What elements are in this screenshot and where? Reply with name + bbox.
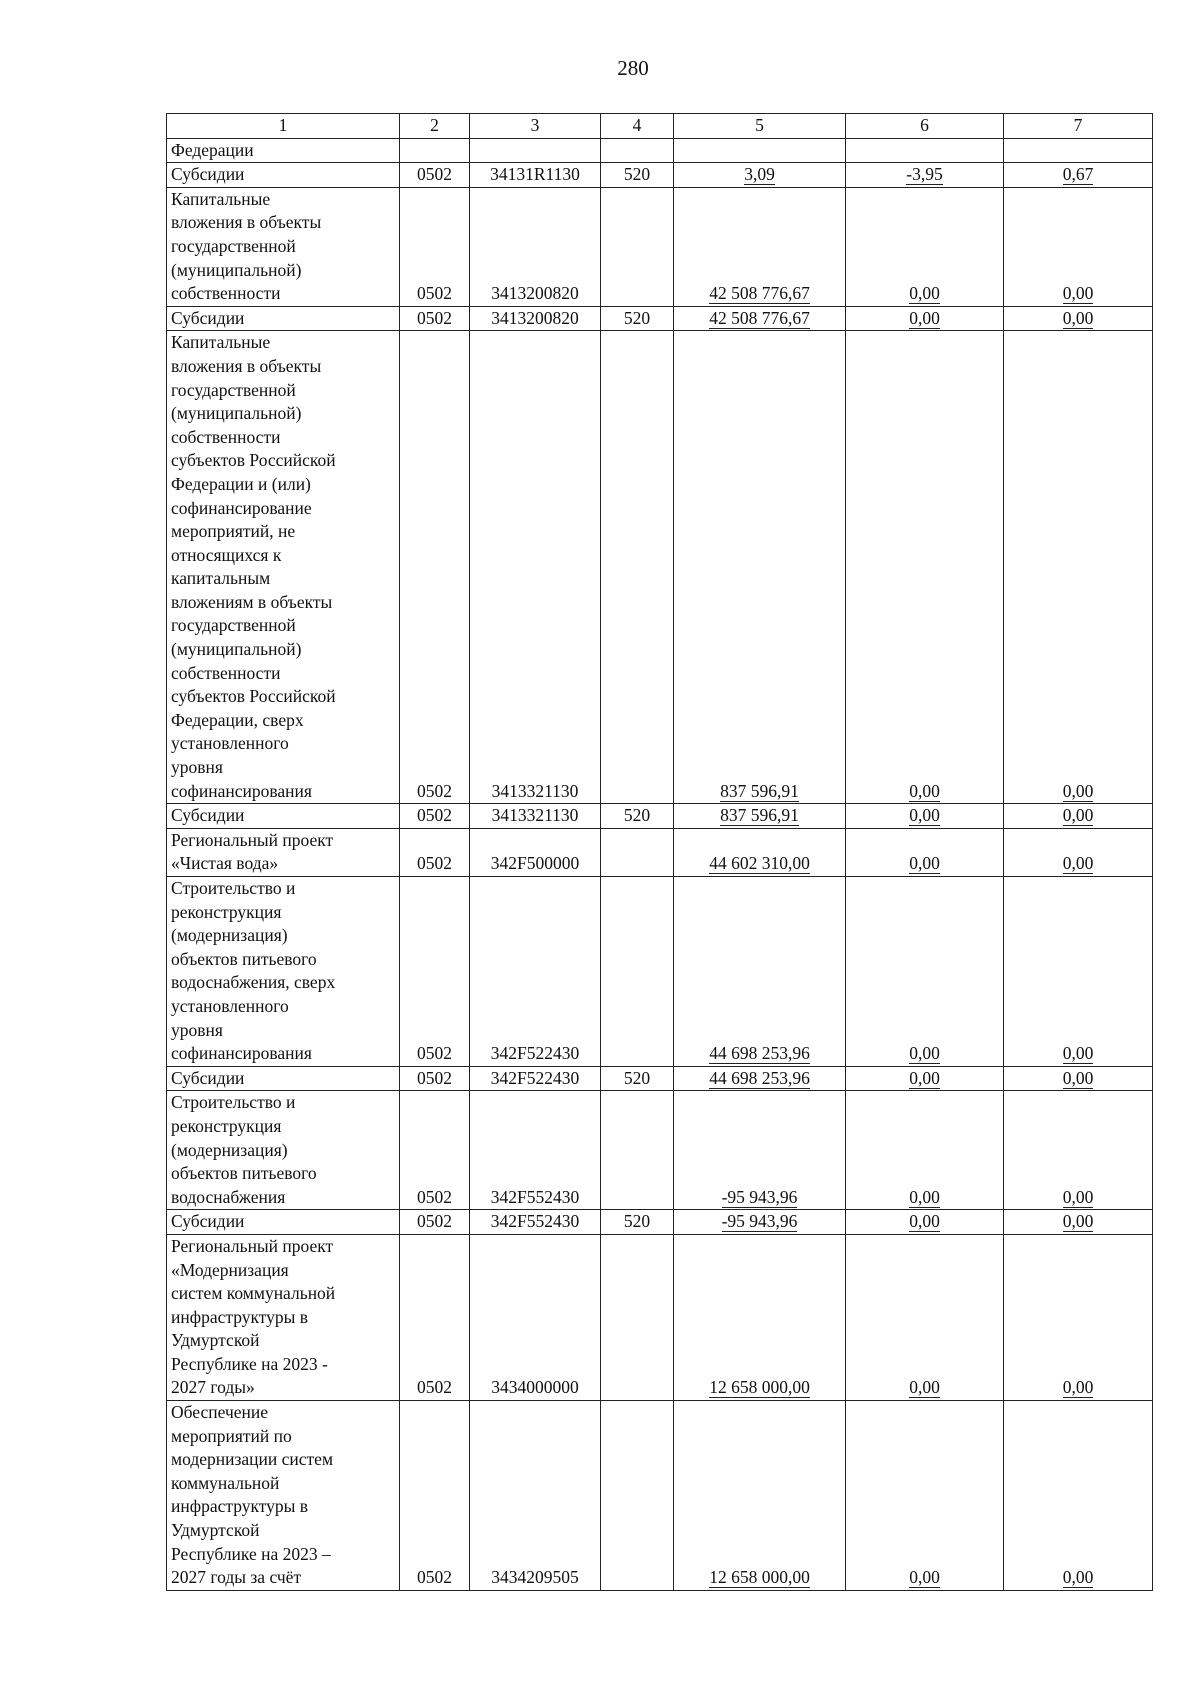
row-name-cell: Субсидии [167,804,400,829]
table-row [167,187,1153,306]
cell-value: 0,00 [909,283,940,304]
section-code-cell: 0502 [400,1091,470,1210]
header-cell: 2 [400,114,470,139]
cell-value: 837 596,91 [720,805,799,826]
cell-value: 0,00 [1062,1043,1094,1064]
cell-value: 0,00 [909,1211,940,1232]
cell-value: 0,00 [909,1567,940,1588]
value-col7-cell [1004,1234,1153,1400]
section-code-cell [400,138,470,163]
target-code-cell: 342F552430 [470,1091,601,1210]
value-col5-cell [674,1091,846,1210]
table-row [167,1401,1153,1591]
value-col5-cell [674,828,846,876]
value-col7-cell [1004,138,1153,163]
cell-value: 0,00 [909,307,940,328]
header-cell: 1 [167,114,400,139]
section-code-cell: 0502 [400,1401,470,1591]
target-code-cell: 3413200820 [470,187,601,306]
header-cell: 3 [470,114,601,139]
row-name-cell: Капитальные вложения в объекты государственной (муниципальной) собственности [167,187,400,306]
cell-value: 0,00 [909,1377,940,1398]
section-code-cell: 0502 [400,804,470,829]
expense-type-cell: 520 [601,306,674,331]
value-col5-cell [674,163,846,188]
row-name-cell: Капитальные вложения в объекты государственной (муниципальной) собственности субъектов Российской Федерации и (или) софинансирование мероприятий, не относящихся к капитальным вложениям в объекты государственной (муниципальной) собственности субъектов Российской Федерации, сверх установленного уровня софинансирования [167,331,400,804]
value-col7-cell [1004,331,1153,804]
header-cell: 7 [1004,114,1153,139]
value-col6-cell [846,1210,1004,1235]
target-code-cell: 342F552430 [470,1210,601,1235]
value-col6-cell [846,1234,1004,1400]
row-name-cell: Субсидии [167,306,400,331]
cell-value: -95 943,96 [721,1211,798,1232]
section-code-cell: 0502 [400,1234,470,1400]
cell-value: 0,00 [1062,1377,1094,1398]
cell-value: 0,00 [909,1067,940,1088]
section-code-cell: 0502 [400,187,470,306]
expense-type-cell [601,187,674,306]
cell-value: -95 943,96 [721,1186,798,1207]
table-row [167,163,1153,188]
value-col7-cell [1004,187,1153,306]
row-name-cell: Федерации [167,138,400,163]
value-col6-cell [846,187,1004,306]
value-col6-cell [846,1091,1004,1210]
value-col7-cell [1004,1091,1153,1210]
table-row [167,804,1153,829]
cell-value: 0,00 [1062,283,1094,304]
cell-value: 0,00 [1062,307,1094,328]
cell-value: 0,00 [909,805,940,826]
table-row [167,1210,1153,1235]
row-name-cell: Субсидии [167,1210,400,1235]
section-code-cell: 0502 [400,1066,470,1091]
table-row [167,306,1153,331]
cell-value: 0,00 [1062,780,1094,801]
target-code-cell: 3434209505 [470,1401,601,1591]
expense-type-cell [601,1234,674,1400]
section-code-cell: 0502 [400,1210,470,1235]
value-col5-cell [674,306,846,331]
target-code-cell: 3434000000 [470,1234,601,1400]
value-col7-cell [1004,306,1153,331]
expense-type-cell: 520 [601,163,674,188]
header-row [167,114,1153,139]
target-code-cell: 34131R1130 [470,163,601,188]
value-col7-cell [1004,1401,1153,1591]
cell-value: 0,00 [1062,853,1094,874]
target-code-cell: 3413321130 [470,804,601,829]
section-code-cell: 0502 [400,877,470,1067]
header-cell: 4 [601,114,674,139]
table-row [167,1234,1153,1400]
value-col7-cell [1004,877,1153,1067]
value-col5-cell [674,1210,846,1235]
cell-value: 0,00 [1062,1211,1094,1232]
section-code-cell: 0502 [400,331,470,804]
header-cell: 5 [674,114,846,139]
row-name-cell: Обеспечение мероприятий по модернизации систем коммунальной инфраструктуры в Удмуртской Республике на 2023 – 2027 годы за счёт [167,1401,400,1591]
cell-value: 3,09 [744,164,775,185]
expense-type-cell: 520 [601,804,674,829]
cell-value: 0,00 [909,780,940,801]
cell-value: 0,00 [1062,805,1094,826]
cell-value: 0,67 [1062,164,1094,185]
cell-value: -3,95 [906,164,943,185]
cell-value: 837 596,91 [720,780,799,801]
section-code-cell: 0502 [400,306,470,331]
cell-value: 42 508 776,67 [709,283,810,304]
value-col7-cell [1004,163,1153,188]
value-col5-cell [674,1066,846,1091]
expense-type-cell [601,138,674,163]
table-body [167,114,1153,1591]
expense-type-cell [601,1401,674,1591]
value-col5-cell [674,877,846,1067]
value-col6-cell [846,1066,1004,1091]
cell-value: 0,00 [909,853,940,874]
target-code-cell: 3413321130 [470,331,601,804]
value-col5-cell [674,187,846,306]
value-col6-cell [846,306,1004,331]
cell-value: 0,00 [1062,1067,1094,1088]
table-row [167,828,1153,876]
target-code-cell: 342F522430 [470,1066,601,1091]
cell-value: 44 698 253,96 [709,1043,810,1064]
table-row [167,138,1153,163]
value-col6-cell [846,163,1004,188]
cell-value: 12 658 000,00 [709,1567,810,1588]
row-name-cell: Строительство и реконструкция (модернизация) объектов питьевого водоснабжения, сверх установленного уровня софинансирования [167,877,400,1067]
table-row [167,1066,1153,1091]
target-code-cell: 342F500000 [470,828,601,876]
cell-value: 0,00 [1062,1186,1094,1207]
row-name-cell: Региональный проект «Чистая вода» [167,828,400,876]
cell-value: 44 602 310,00 [709,853,810,874]
row-name-cell: Строительство и реконструкция (модернизация) объектов питьевого водоснабжения [167,1091,400,1210]
cell-value: 0,00 [1062,1567,1094,1588]
budget-table [166,113,1153,1591]
target-code-cell: 342F522430 [470,877,601,1067]
value-col5-cell [674,804,846,829]
value-col5-cell [674,331,846,804]
value-col6-cell [846,828,1004,876]
value-col5-cell [674,1234,846,1400]
row-name-cell: Региональный проект «Модернизация систем коммунальной инфраструктуры в Удмуртской Республике на 2023 - 2027 годы» [167,1234,400,1400]
target-code-cell [470,138,601,163]
value-col7-cell [1004,804,1153,829]
value-col6-cell [846,804,1004,829]
cell-value: 0,00 [909,1043,940,1064]
row-name-cell: Субсидии [167,1066,400,1091]
cell-value: 12 658 000,00 [709,1377,810,1398]
cell-value: 0,00 [909,1186,940,1207]
header-cell: 6 [846,114,1004,139]
table-row [167,331,1153,804]
table-row [167,1091,1153,1210]
value-col7-cell [1004,1066,1153,1091]
value-col5-cell [674,138,846,163]
row-name-cell: Субсидии [167,163,400,188]
section-code-cell: 0502 [400,828,470,876]
value-col7-cell [1004,828,1153,876]
cell-value: 42 508 776,67 [709,307,810,328]
page-number: 280 [617,56,649,80]
value-col6-cell [846,331,1004,804]
expense-type-cell [601,1091,674,1210]
section-code-cell: 0502 [400,163,470,188]
value-col5-cell [674,1401,846,1591]
target-code-cell: 3413200820 [470,306,601,331]
expense-type-cell [601,877,674,1067]
expense-type-cell: 520 [601,1210,674,1235]
value-col6-cell [846,1401,1004,1591]
table-row [167,877,1153,1067]
value-col6-cell [846,877,1004,1067]
value-col7-cell [1004,1210,1153,1235]
value-col6-cell [846,138,1004,163]
expense-type-cell [601,828,674,876]
expense-type-cell: 520 [601,1066,674,1091]
expense-type-cell [601,331,674,804]
cell-value: 44 698 253,96 [709,1067,810,1088]
